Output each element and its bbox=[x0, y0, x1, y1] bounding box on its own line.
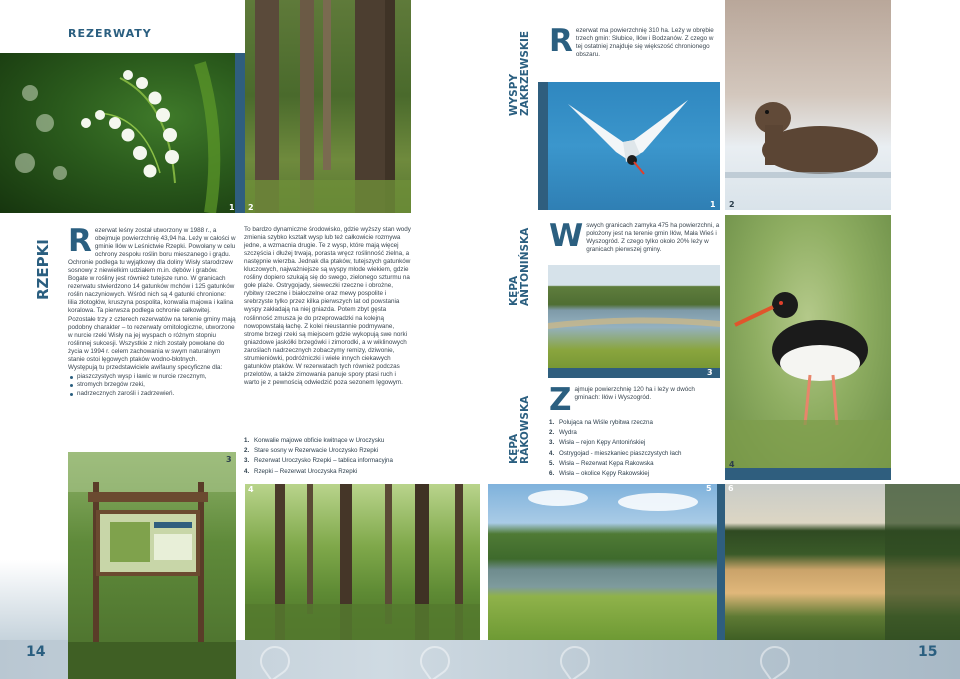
photo-number: 2 bbox=[248, 203, 254, 212]
photo-tern bbox=[548, 82, 720, 210]
page-number-left: 14 bbox=[26, 644, 46, 660]
photo-number: 4 bbox=[729, 460, 735, 469]
dropcap: Z bbox=[549, 382, 572, 418]
river-illustration bbox=[548, 265, 720, 378]
section-title-kepa-rakowska: KĘPA RAKOWSKA bbox=[508, 395, 532, 464]
dropcap: R bbox=[549, 23, 573, 59]
caption-item: 3. Wisła – rejon Kępy Antonińskiej bbox=[549, 439, 646, 447]
photo-number: 4 bbox=[248, 485, 254, 494]
caption-item: 1. Polująca na Wiśle rybitwa rzeczna bbox=[549, 419, 653, 426]
captions-list-right bbox=[549, 418, 724, 479]
section-3-text: Z ajmuje powierzchnię 120 ha i leży w dwóch gminach: Iłów i Wyszogród. bbox=[549, 382, 695, 418]
section-2-text: W swych granicach zamyka 475 ha powierzchni, a położony jest na terenie gmin Iłów, Mała Wieś i Wyszogród. Z czego tylko około 20% leży w granicach pierwszej gminy. bbox=[549, 218, 720, 254]
photo-vistula-antoninska bbox=[548, 265, 720, 378]
caption-item: 2. Stare sosny w Rezerwacie Uroczysko Rzepki bbox=[244, 447, 379, 455]
photo-number: 3 bbox=[226, 455, 232, 464]
oystercatcher-illustration bbox=[725, 215, 891, 473]
caption-item: 4. Ostrygojad - mieszkaniec piaszczystych łach bbox=[549, 449, 682, 457]
section-title-kepa-antoninska: KĘPA ANTONIŃSKA bbox=[508, 227, 532, 306]
photo-lily-of-the-valley bbox=[0, 53, 235, 213]
tern-illustration bbox=[548, 82, 720, 210]
photo-number: 1 bbox=[229, 203, 235, 212]
photo-divider-strip bbox=[548, 368, 720, 378]
photo-divider-strip bbox=[717, 484, 725, 640]
paragraph-avifauna: Występują tu przedstawiciele awifauny specyficzne dla: bbox=[68, 363, 223, 371]
photo-number: 5 bbox=[706, 484, 712, 493]
photo-number: 6 bbox=[728, 484, 734, 493]
photo-vistula-sunset bbox=[725, 484, 960, 640]
photo-divider-strip bbox=[538, 82, 548, 210]
photo-oystercatcher bbox=[725, 215, 891, 473]
caption-item: 1. Konwalie majowe obficie kwitnące w Uroczysku bbox=[244, 437, 385, 444]
list-item: nadrzecznych zarośli i zadrzewień. bbox=[68, 390, 236, 398]
lily-illustration bbox=[0, 53, 235, 213]
photo-number: 3 bbox=[707, 368, 713, 377]
sunset-illustration bbox=[725, 484, 960, 640]
text-column-2: To bardzo dynamiczne środowisko, gdzie wyższy stan wody zmienia szybko kształt wysp lub też całkowicie rozmywa jedne, a wzmacnia drugie. Te z wysp, które mają więcej szczęścia i dłużej trwają, porasta wręcz roślinność zielna, a następnie wierzba. Jednak dla ptaków, tutejszych gatunków kluczowych, najważniejsze są wyspy młode wiekiem, gdzie rośliny dopiero szukają się do swego, zielonego szturmu na gołe plaże. Ostrygojady, sieweczki rzeczne i obrożne, rybitwy rzeczne i białoczelne oraz mewy pospolite i srebrzyste tylko przez kilka pierwszych lat od powstania wyspy zakładają na niej gniazda. Potem zbyt gęsta roślinność zmusza je do przeprowadzki na kolejną nowopowstałą łachę. Z kolei nieustannie podmywane, strome brzegi rzeki są miejscem gdzie wykopują swe norki gniazdowe jaskółki brzegówki i zimorodki, a w wiklinowych zaroślach nadrzecznych zobaczymy remizy, dziwonie, strumieniówki, podróżniczki i wiele innych ciekawych gatunków ptaków. W rezerwatach tych również podczas przelotów, a także zimowania panuje spory ptasi ruch i warto je z pewnością odwiedzić poza sezonem lęgowym. bbox=[244, 226, 411, 386]
photo-divider-strip bbox=[725, 468, 891, 480]
section-title-rzepki: RZEPKI bbox=[34, 239, 52, 300]
captions-list-left bbox=[244, 436, 434, 477]
forest-illustration bbox=[245, 484, 480, 640]
board-illustration bbox=[68, 452, 236, 679]
dropcap: R bbox=[68, 223, 92, 259]
caption-item: 2. Wydra bbox=[549, 429, 577, 437]
list-item: piaszczystych wysp i ławic w nurcie rzecznym, bbox=[68, 373, 236, 381]
paragraph-intro: ezerwat leśny został utworzony w 1988 r., a obejmuje powierzchnię 43,94 ha. Leży w całości w gminie Iłów w Leśnictwie Rzepki. Powołany w celu ochrony zespołu roślin boru mieszanego i grądu. Ochronie podlega tu wyjątkowy dla doliny Wisły starodrzew sosnowy z niewielkim udziałem m.in. dębów i grabów. Bogate w rośliny jest również tutejsze runo. W granicach rezerwatu stwierdzono 14 gatunków mchów i 125 gatunków roślin naczyniowych. Wśród nich są 4 gatunki chronione: lilia złotogłów, kruszyna pospolita, konwalia majowa i kalina koralowa. Ta pierwsza podlega ochronie całkowitej. bbox=[68, 227, 236, 315]
caption-item: 3. Rezerwat Uroczysko Rzepki – tablica informacyjna bbox=[244, 457, 393, 465]
section-title-wyspy-zakrzewskie: WYSPY ZAKRZEWSKIE bbox=[508, 30, 532, 116]
list-item: stromych brzegów rzeki, bbox=[68, 381, 236, 389]
photo-number: 1 bbox=[710, 200, 716, 209]
paragraph-reserves: Pozostałe trzy z czterech rezerwatów na terenie gminy mają podobny charakter – to rezerwaty ornitologiczne, utworzone w nurcie rzeki Wisły na jej wyspach o różnym stopniu roślinnej sukcesji. Wszystkie z nich zostały powołane do życia w 1994 r. celem zachowania w swym naturalnym stanie ostoi lęgowych ptaków wodno-błotnych. bbox=[68, 315, 236, 363]
caption-item: 6. Wisła – okolice Kępy Rakowskiej bbox=[549, 470, 650, 478]
caption-item: 5. Wisła – Rezerwat Kępa Rakowska bbox=[549, 459, 654, 467]
photo-forest bbox=[245, 484, 480, 640]
page-number-right: 15 bbox=[918, 644, 938, 660]
dropcap: W bbox=[549, 218, 584, 254]
photo-otter bbox=[725, 0, 891, 210]
photo-information-board bbox=[68, 452, 236, 679]
river-illustration bbox=[488, 484, 717, 640]
side-decoration bbox=[0, 560, 68, 640]
text-column-1 bbox=[68, 223, 236, 398]
photo-old-pines bbox=[245, 0, 411, 213]
section-1-text: R ezerwat ma powierzchnię 310 ha. Leży w obrębie trzech gmin: Słubice, Iłów i Bodzanów. Z czego w tej ostatniej znajduje się większość chronionego obszaru. bbox=[549, 23, 714, 59]
photo-divider-strip bbox=[235, 53, 245, 213]
otter-illustration bbox=[725, 0, 891, 210]
caption-item: 4. Rzepki – Rezerwat Uroczyska Rzepki bbox=[244, 467, 358, 475]
pines-illustration bbox=[245, 0, 411, 213]
photo-number: 2 bbox=[729, 200, 735, 209]
page-header: REZERWATY bbox=[68, 27, 152, 40]
photo-vistula-rakowska bbox=[488, 484, 717, 640]
habitat-list bbox=[68, 373, 236, 398]
